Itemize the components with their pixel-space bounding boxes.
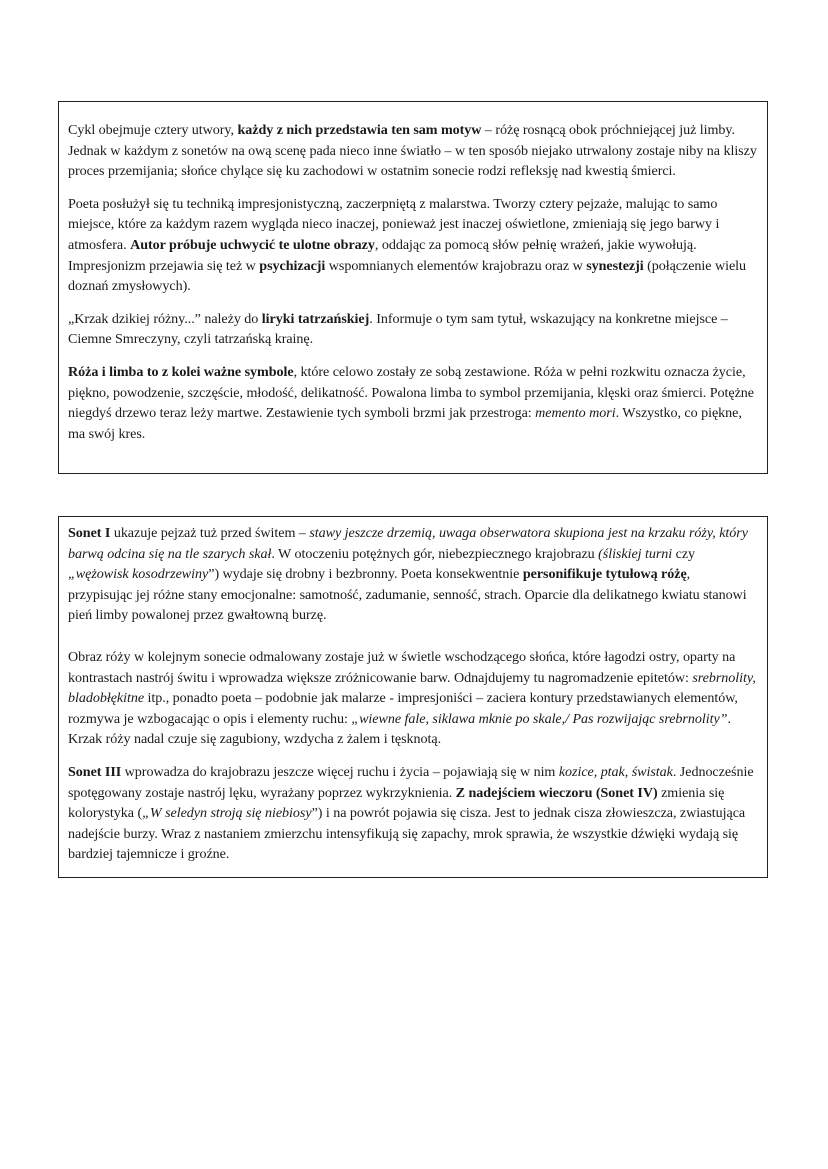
text-run: Cykl obejmuje cztery utwory, <box>68 122 238 138</box>
text-run: . W otoczeniu potężnych gór, niebezpiecznego krajobrazu <box>271 545 599 562</box>
italic-text: „wiewne fale, siklawa mknie po skale,/ Pas rozwijając srebrnolity” <box>351 710 728 727</box>
text-run: ”) wydaje się drobny i bezbronny. Poeta konsekwentnie <box>208 566 523 583</box>
text-run: Obraz róży w kolejnym sonecie odmalowany zostaje już w świetle wschodzącego słońca, które łagodzi ostry, oparty na kontrastach nastrój świtu i wprowadza większe zróżnicowanie barw. Odnajdujemy tu nagromadzenie epitetów: <box>68 648 736 686</box>
paragraph <box>68 120 757 182</box>
paragraph <box>68 762 757 865</box>
bold-text: psychizacji <box>259 257 326 274</box>
italic-text: (śliskiej turni <box>598 545 673 562</box>
bold-text: Z nadejściem wieczoru (Sonet IV) <box>455 784 658 801</box>
italic-text: „wężowisk kosodrzewiny <box>68 566 209 583</box>
text-run: ”) i na powrót pojawia się cisza. Jest to jednak cisza złowieszcza, zwiastująca nadejście burzy. Wraz z nastaniem zmierzchu intensyfikują się zapachy, mrok sprawia, że wszystkie dźwięki wydają się bardziej tajemnicze i groźne. <box>68 805 746 863</box>
text-box-1 <box>58 101 768 474</box>
italic-text: srebrnolity, bladobłękitne <box>68 669 756 707</box>
bold-text: Sonet III <box>68 763 122 780</box>
text-run: ukazuje pejzaż tuż przed świtem – <box>110 525 310 541</box>
text-run: czy <box>672 545 696 562</box>
bold-text: Autor próbuje uchwycić te ulotne obrazy <box>130 236 375 253</box>
paragraph <box>68 362 757 444</box>
paragraph <box>68 523 757 626</box>
text-run: „Krzak dzikiej różny...” należy do <box>68 310 262 327</box>
text-run: – różę rosnącą obok próchniejącej już limby. Jednak w każdym z sonetów na ową scenę pada nieco inne światło – w ten sposób niejako utrwalony zostaje niby na kliszy proces przemijania; słońce chylące się ku zachodowi w ostatnim sonecie rodzi refleksję nad kwestią śmierci. <box>68 122 757 180</box>
italic-text: memento mori <box>535 405 616 422</box>
italic-text: stawy jeszcze drzemią, uwaga obserwatora skupiona jest na krzaku róży, który barwą odcina się na tle szarych skał <box>68 525 748 562</box>
text-run: , przypisując jej różne stany emocjonalne: samotność, zadumanie, senność, strach. Oparcie dla delikatnego kwiatu stanowi pień limby powalonej przez gwałtowną burzę. <box>68 566 747 624</box>
bold-text: każdy z nich przedstawia ten sam motyw <box>237 122 482 138</box>
bold-text: Sonet I <box>68 525 111 541</box>
italic-text: kozice, ptak, świstak <box>558 763 673 780</box>
text-box-2 <box>58 516 768 878</box>
bold-text: personifikuje tytułową różę <box>522 566 687 583</box>
italic-text: „W seledyn stroją się niebiosy <box>142 805 312 822</box>
text-run: , oddając za pomocą słów pełnię wrażeń, jakie wywołują. Impresjonizm przejawia się też w <box>68 236 697 274</box>
text-run: . Krzak róży nadal czuje się zagubiony, wzdycha z żalem i tęsknotą. <box>68 710 731 748</box>
paragraph <box>68 309 757 350</box>
text-run: wprowadza do krajobrazu jeszcze więcej ruchu i życia – pojawiają się w nim <box>121 763 559 780</box>
text-run: wspomnianych elementów krajobrazu oraz w <box>325 257 587 274</box>
text-run: Poeta posłużył się tu techniką impresjonistyczną, zaczerpniętą z malarstwa. Tworzy cztery pejzaże, malując to samo miejsce, które za każdym razem wygląda nieco inaczej, ponieważ jest inaczej oświetlone, zmieniają się jego barwy i atmosfera. <box>68 195 720 253</box>
text-run: , które celowo zostały ze sobą zestawione. Róża w pełni rozkwitu oznacza życie, piękno, powodzenie, szczęście, młodość, delikatność. Powalona limba to symbol przemijania, klęski oraz śmierci. Potężne niegdyś drzewo teraz leży martwe. Zestawienie tych symboli brzmi jak przestroga: <box>68 363 755 422</box>
text-run: zmienia się kolorystyka ( <box>68 784 725 822</box>
text-run: . Jednocześnie spotęgowany zostaje nastrój lęku, wyrażany poprzez wykrzyknienia. <box>68 763 754 801</box>
text-run: . Wszystko, co piękne, ma swój kres. <box>68 405 742 442</box>
paragraph <box>68 194 757 297</box>
text-run: itp., ponadto poeta – podobnie jak malarze - impresjoniści – zaciera kontury przedstawianych elementów, rozmywa je wzbogacając o opis i elementy ruchu: <box>68 690 738 727</box>
bold-text: synestezji <box>586 257 644 274</box>
paragraph <box>68 647 757 750</box>
text-run: . Informuje o tym sam tytuł, wskazujący na konkretne miejsce – Ciemne Smreczyny, czyli tatrzańską krainę. <box>68 310 728 348</box>
text-run: (połączenie wielu doznań zmysłowych). <box>68 257 747 295</box>
bold-text: liryki tatrzańskiej <box>261 310 370 327</box>
bold-text: Róża i limba to z kolei ważne symbole <box>68 363 294 380</box>
